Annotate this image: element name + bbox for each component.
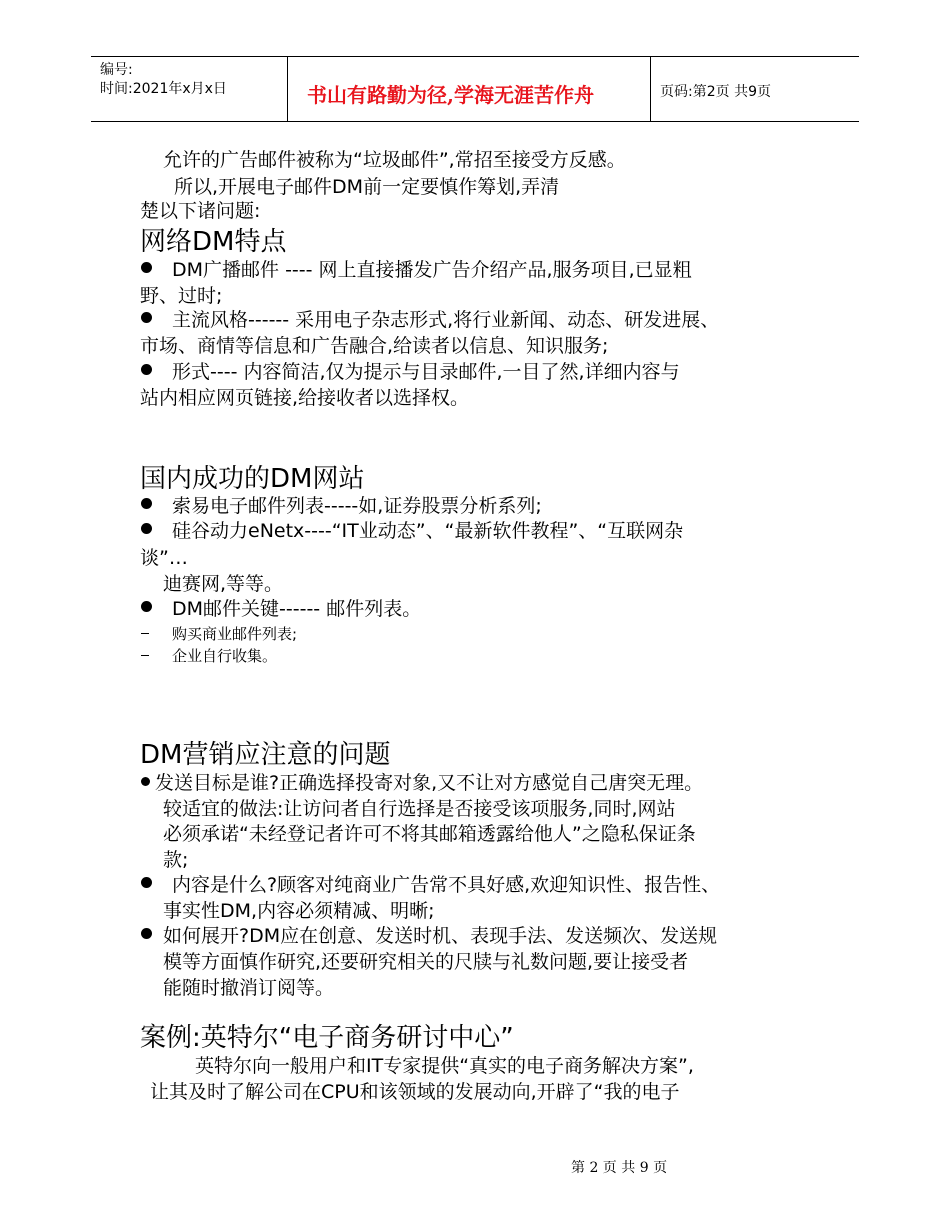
s2-bullet1: 索易电子邮件列表-----如,证券股票分析系列; xyxy=(172,495,542,517)
s1-bullet3-line2: 站内相应网页链接,给接收者以选择权。 xyxy=(140,387,470,409)
section-heading-dm-notes: DM营销应注意的问题 xyxy=(140,740,391,770)
header-page-info: 页码:第2页 共9页 xyxy=(660,84,771,100)
dash-icon xyxy=(141,655,149,656)
header-divider-left xyxy=(287,56,288,122)
s3-bullet1-line3: 必须承诺“未经登记者许可不将其邮箱透露给他人”之隐私保证条 xyxy=(163,823,696,845)
bullet-icon xyxy=(141,523,152,534)
bullet-icon xyxy=(141,601,152,612)
bullet-icon xyxy=(141,777,150,786)
s3-bullet3-line3: 能随时撤消订阅等。 xyxy=(163,977,335,999)
s3-bullet2-line1: 内容是什么?顾客对纯商业广告常不具好感,欢迎知识性、报告性、 xyxy=(172,874,721,896)
s2-sub2: 企业自行收集。 xyxy=(172,647,278,665)
intro-line-1: 允许的广告邮件被称为“垃圾邮件”,常招至接受方反感。 xyxy=(163,149,626,171)
s1-bullet2-line1: 主流风格------ 采用电子杂志形式,将行业新闻、动态、研发进展、 xyxy=(172,309,720,331)
bullet-icon xyxy=(141,364,152,375)
s3-bullet2-line2: 事实性DM,内容必须精减、明晰; xyxy=(163,900,435,922)
page-footer: 第 2 页 共 9 页 xyxy=(571,1160,668,1176)
dash-icon xyxy=(141,633,149,634)
s1-bullet1-line1: DM广播邮件 ---- 网上直接播发广告介绍产品,服务项目,已显粗 xyxy=(172,259,692,281)
s3-bullet1-line4: 款; xyxy=(163,849,189,871)
bullet-icon xyxy=(141,262,152,273)
s2-sub1: 购买商业邮件列表; xyxy=(172,625,298,643)
s3-bullet3-line1: 如何展开?DM应在创意、发送时机、表现手法、发送频次、发送规 xyxy=(163,925,718,947)
bullet-icon xyxy=(141,877,152,888)
bullet-icon xyxy=(141,312,152,323)
s3-bullet1-line1: 发送目标是谁?正确选择投寄对象,又不让对方感觉自己唐突无理。 xyxy=(155,772,704,794)
bullet-icon xyxy=(141,498,152,509)
s1-bullet3-line1: 形式---- 内容简洁,仅为提示与目录邮件,一目了然,详细内容与 xyxy=(172,361,680,383)
bullet-icon xyxy=(141,928,152,939)
s1-bullet2-line2: 市场、商情等信息和广告融合,给读者以信息、知识服务; xyxy=(140,335,609,357)
s4-para-line2: 让其及时了解公司在CPU和该领域的发展动向,开辟了“我的电子 xyxy=(150,1081,680,1103)
section-heading-intel-case: 案例:英特尔“电子商务研讨中心” xyxy=(140,1023,514,1053)
section-heading-dm-features: 网络DM特点 xyxy=(140,227,287,257)
intro-line-3: 楚以下诸问题: xyxy=(140,200,261,222)
s1-bullet1-line2: 野、过时; xyxy=(140,285,223,307)
header-bottom-border xyxy=(91,121,859,122)
header-time-label: 时间:2021年x月x日 xyxy=(100,81,227,97)
s2-bullet2-line1: 硅谷动力eNetx----“IT业动态”、“最新软件教程”、“互联网杂 xyxy=(172,520,684,542)
s2-bullet3: DM邮件关键------ 邮件列表。 xyxy=(172,598,422,620)
header-motto: 书山有路勤为径,学海无涯苦作舟 xyxy=(307,83,594,107)
s2-bullet2-line3: 迪赛网,等等。 xyxy=(163,573,284,595)
s3-bullet3-line2: 模等方面慎作研究,还要研究相关的尺牍与礼数问题,要让接受者 xyxy=(163,951,689,973)
s4-para-line1: 英特尔向一般用户和IT专家提供“真实的电子商务解决方案”, xyxy=(195,1055,694,1077)
section-heading-domestic-sites: 国内成功的DM网站 xyxy=(140,464,365,494)
header-divider-right xyxy=(650,56,651,122)
s2-bullet2-line2: 谈”… xyxy=(140,547,188,569)
header-number-label: 编号: xyxy=(100,62,133,78)
header-top-border xyxy=(91,56,859,57)
intro-line-2: 所以,开展电子邮件DM前一定要慎作筹划,弄清 xyxy=(174,176,560,198)
s3-bullet1-line2: 较适宜的做法:让访问者自行选择是否接受该项服务,同时,网站 xyxy=(163,798,676,820)
